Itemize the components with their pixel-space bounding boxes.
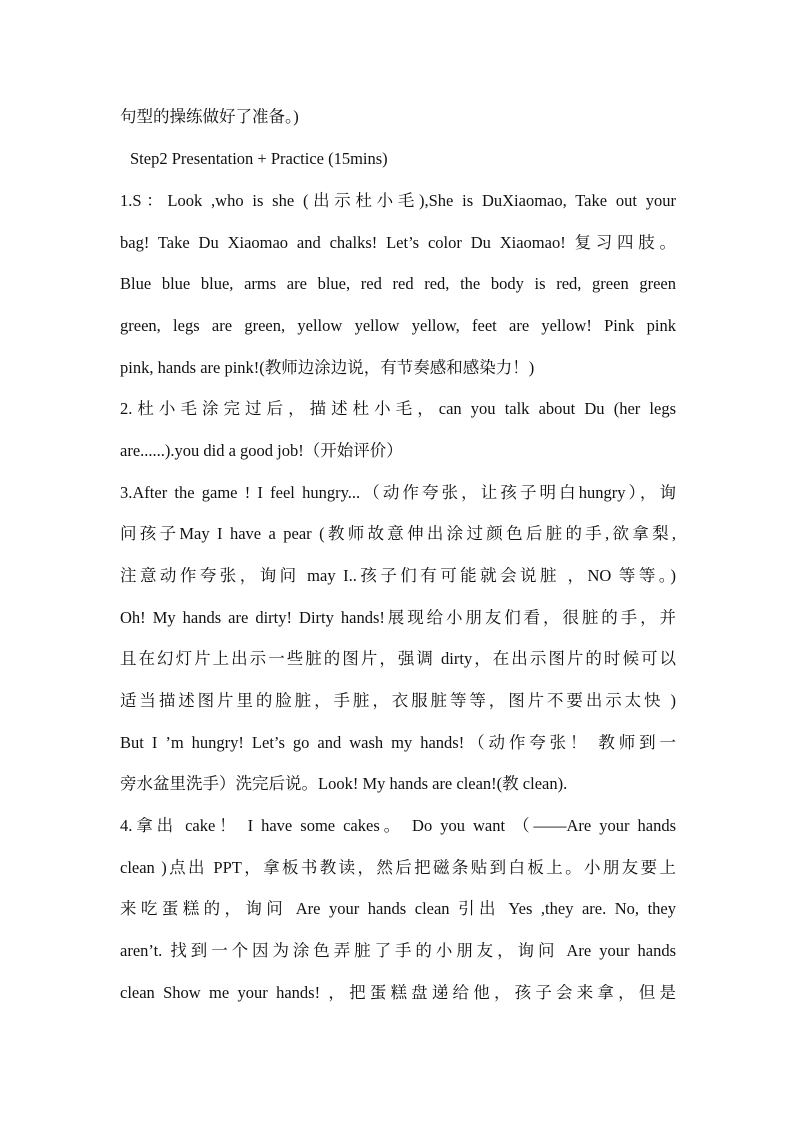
text-line-13: Oh! My hands are dirty! Dirty hands!展现给小朋友们看，很脏的手，并 <box>120 608 676 627</box>
text-line-15: 适当描述图片里的脸脏，手脏，衣服脏等等，图片不要出示太快 ) <box>120 691 676 710</box>
text-line-11: 问孩子May I have a pear (教师故意伸出涂过颜色后脏的手,欲拿梨, <box>120 524 676 543</box>
text-line-19: clean )点出 PPT，拿板书教读，然后把磁条贴到白板上。小朋友要上 <box>120 858 676 877</box>
text-line-1: 句型的操练做好了准备。) <box>120 107 299 126</box>
step2-heading: Step2 Presentation + Practice (15mins) <box>130 149 388 168</box>
text-line-17: 旁水盆里洗手）洗完后说。Look! My hands are clean!(教 clean). <box>120 774 568 793</box>
text-line-8: 2.杜小毛涂完过后，描述杜小毛，can you talk about Du (her legs <box>120 399 676 418</box>
text-line-4: bag! Take Du Xiaomao and chalks! Let’s color Du Xiaomao! 复习四肢。 <box>120 233 676 252</box>
text-line-10: 3.After the game ! I feel hungry...（动作夸张，让孩子明白hungry），询 <box>120 483 676 502</box>
text-line-22: clean Show me your hands! ，把蛋糕盘递给他，孩子会来拿，但是 <box>120 983 676 1002</box>
text-line-12: 注意动作夸张，询问 may I..孩子们有可能就会说脏 ，NO 等等。) <box>120 566 676 585</box>
text-line-3: 1.S：Look ,who is she (出示杜小毛),She is DuXiaomao, Take out your <box>120 191 676 210</box>
text-line-5: Blue blue blue, arms are blue, red red red, the body is red, green green <box>120 274 676 293</box>
text-line-16: But I ’m hungry! Let’s go and wash my hands!（动作夸张！ 教师到一 <box>120 733 676 752</box>
text-line-7: pink, hands are pink!(教师边涂边说，有节奏感和感染力！) <box>120 358 535 377</box>
text-line-6: green, legs are green, yellow yellow yellow, feet are yellow! Pink pink <box>120 316 676 335</box>
text-line-9: are......).you did a good job!（开始评价） <box>120 441 403 460</box>
text-line-20: 来吃蛋糕的，询问 Are your hands clean 引出 Yes ,they are. No, they <box>120 899 676 918</box>
text-line-18: 4.拿出 cake！ I have some cakes。 Do you want （——Are your hands <box>120 816 676 835</box>
text-line-21: aren’t. 找到一个因为涂色弄脏了手的小朋友，询问 Are your hands <box>120 941 676 960</box>
text-line-14: 且在幻灯片上出示一些脏的图片，强调 dirty，在出示图片的时候可以 <box>120 649 676 668</box>
